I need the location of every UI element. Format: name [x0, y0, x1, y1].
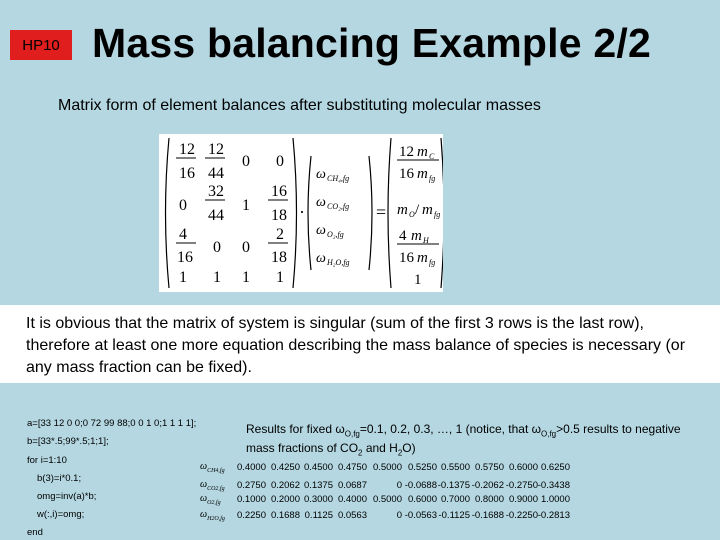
results-cell: -0.0563	[404, 510, 437, 521]
svg-text:0: 0	[242, 153, 250, 170]
results-cell: 0	[396, 510, 402, 521]
svg-text:16: 16	[399, 166, 414, 182]
results-cell: 0.0687	[337, 480, 367, 491]
svg-text:m: m	[417, 250, 428, 266]
slide-subtitle: Matrix form of element balances after substituting molecular masses	[58, 97, 541, 114]
svg-text:1: 1	[276, 269, 284, 286]
results-cell: 0.5000	[372, 462, 402, 473]
svg-text:ω: ω	[316, 251, 326, 266]
svg-text:16: 16	[179, 165, 195, 182]
svg-text:1: 1	[242, 197, 250, 214]
results-cell: -0.2750	[505, 480, 538, 491]
svg-text:12: 12	[399, 144, 414, 160]
results-cell: 1.0000	[540, 494, 570, 505]
results-cell: 0.2250	[236, 510, 266, 521]
svg-text:4: 4	[399, 228, 407, 244]
svg-text:fg: fg	[434, 210, 441, 219]
results-cell: 0.4000	[236, 462, 266, 473]
results-cell: 0.8000	[474, 494, 504, 505]
results-row-label: $\omega_{H2O,fg}$	[200, 509, 225, 522]
svg-text:CH₄,fg: CH₄,fg	[327, 174, 350, 183]
results-cell: 0.6000	[508, 462, 538, 473]
matrix-row-2	[179, 183, 288, 224]
slide-title: Mass balancing Example 2/2	[92, 20, 651, 66]
svg-text:32: 32	[208, 183, 224, 200]
svg-text:fg: fg	[429, 174, 436, 183]
results-cell: 0.7000	[440, 494, 470, 505]
svg-text:1: 1	[179, 269, 187, 286]
svg-text:0: 0	[242, 239, 250, 256]
results-caption: Results for fixed $\omega_{O,fg}=0.1$, 0.2, 0.3, …, 1 (notice, that $\omega_{O,fg}>0.5$ results to negative mass fractions of $CO_2$ and $H_2O$)	[246, 422, 681, 458]
svg-text:ω: ω	[316, 195, 326, 210]
results-row-label: $\omega_{CH4,fg}$	[200, 461, 225, 474]
svg-text:16: 16	[399, 250, 414, 266]
svg-text:1: 1	[242, 269, 250, 286]
slide-number-badge: HP10	[10, 30, 72, 60]
svg-text:O: O	[409, 210, 415, 219]
svg-text:16: 16	[271, 183, 287, 200]
matrix-row-3	[176, 226, 288, 266]
svg-text:12: 12	[179, 141, 195, 158]
svg-text:ω: ω	[316, 223, 326, 238]
svg-text:m: m	[422, 202, 433, 218]
svg-text:=: =	[376, 202, 387, 222]
results-cell: 0	[396, 480, 402, 491]
results-cell: 0.2000	[270, 494, 300, 505]
results-cell: 0.9000	[508, 494, 538, 505]
code-line-5: omg=inv(a)*b;	[37, 491, 97, 502]
results-cell: 0.3000	[303, 494, 333, 505]
results-cell: -0.2813	[537, 510, 570, 521]
results-cell: 0.5500	[440, 462, 470, 473]
code-line-7: end	[27, 527, 43, 538]
results-cell: 0.2750	[236, 480, 266, 491]
svg-text:44: 44	[208, 207, 224, 224]
singularity-note: It is obvious that the matrix of system is singular (sum of the first 3 rows is the last row), therefore at least one more equation describing the mass balance of species is necessary (or any mass fraction can be fixed).	[26, 315, 686, 376]
results-cell: -0.3438	[537, 480, 570, 491]
svg-text:1: 1	[213, 269, 221, 286]
svg-text:2: 2	[276, 226, 284, 243]
results-cell: 0.4500	[303, 462, 333, 473]
code-line-1: a=[33 12 0 0;0 72 99 88;0 0 1 0;1 1 1 1];	[27, 418, 197, 429]
results-cell: 0.1688	[270, 510, 300, 521]
svg-text:H: H	[423, 236, 429, 245]
matrix-row-1	[176, 141, 284, 182]
results-cell: 0.1125	[304, 510, 333, 521]
svg-text:C: C	[429, 152, 435, 161]
svg-text:0: 0	[213, 239, 221, 256]
matrix-equation	[159, 134, 443, 292]
results-cell: 0.2062	[270, 480, 300, 491]
results-row-label: $\omega_{O2,fg}$	[200, 493, 221, 506]
svg-text:m: m	[397, 202, 408, 218]
svg-text:·: ·	[299, 202, 305, 222]
code-line-3: for i=1:10	[27, 455, 67, 466]
svg-text:fg: fg	[429, 258, 436, 267]
matrix-row-4	[179, 269, 284, 286]
svg-text:CO₂,fg: CO₂,fg	[327, 202, 350, 211]
svg-text:m: m	[417, 144, 428, 160]
svg-text:12: 12	[208, 141, 224, 158]
svg-text:/: /	[415, 202, 420, 218]
results-cell: 0.5250	[407, 462, 437, 473]
code-line-6: w(:,i)=omg;	[37, 509, 85, 520]
results-cell: 0.4250	[270, 462, 300, 473]
svg-text:44: 44	[208, 165, 224, 182]
results-row-label: $\omega_{CO2,fg}$	[200, 479, 225, 492]
svg-text:0: 0	[276, 153, 284, 170]
svg-text:16: 16	[177, 249, 193, 266]
code-line-4: b(3)=i*0.1;	[37, 473, 82, 484]
svg-text:H₂O,fg: H₂O,fg	[327, 258, 350, 267]
svg-text:m: m	[411, 228, 422, 244]
results-cell: -0.1125	[438, 510, 470, 521]
code-line-2: b=[33*.5;99*.5;1;1];	[27, 436, 109, 447]
results-cell: -0.0688	[404, 480, 437, 491]
svg-text:m: m	[417, 166, 428, 182]
results-cell: 0.4750	[337, 462, 367, 473]
results-cell: -0.1375	[437, 480, 470, 491]
svg-text:0: 0	[179, 197, 187, 214]
svg-text:18: 18	[271, 249, 287, 266]
results-cell: -0.2062	[471, 480, 504, 491]
svg-text:18: 18	[271, 207, 287, 224]
results-cell: 0.6000	[407, 494, 437, 505]
results-cell: 0.0563	[337, 510, 367, 521]
svg-text:4: 4	[179, 226, 187, 243]
results-cell: 0.1000	[236, 494, 266, 505]
results-cell: -0.1688	[471, 510, 504, 521]
results-cell: 0.6250	[540, 462, 570, 473]
results-cell: 0.5750	[474, 462, 504, 473]
results-cell: 0.4000	[337, 494, 367, 505]
results-cell: -0.2250	[505, 510, 538, 521]
svg-text:ω: ω	[316, 167, 326, 182]
svg-text:O₂,fg: O₂,fg	[327, 230, 344, 239]
results-cell: 0.1375	[303, 480, 333, 491]
svg-text:1: 1	[414, 272, 422, 288]
results-cell: 0.5000	[372, 494, 402, 505]
